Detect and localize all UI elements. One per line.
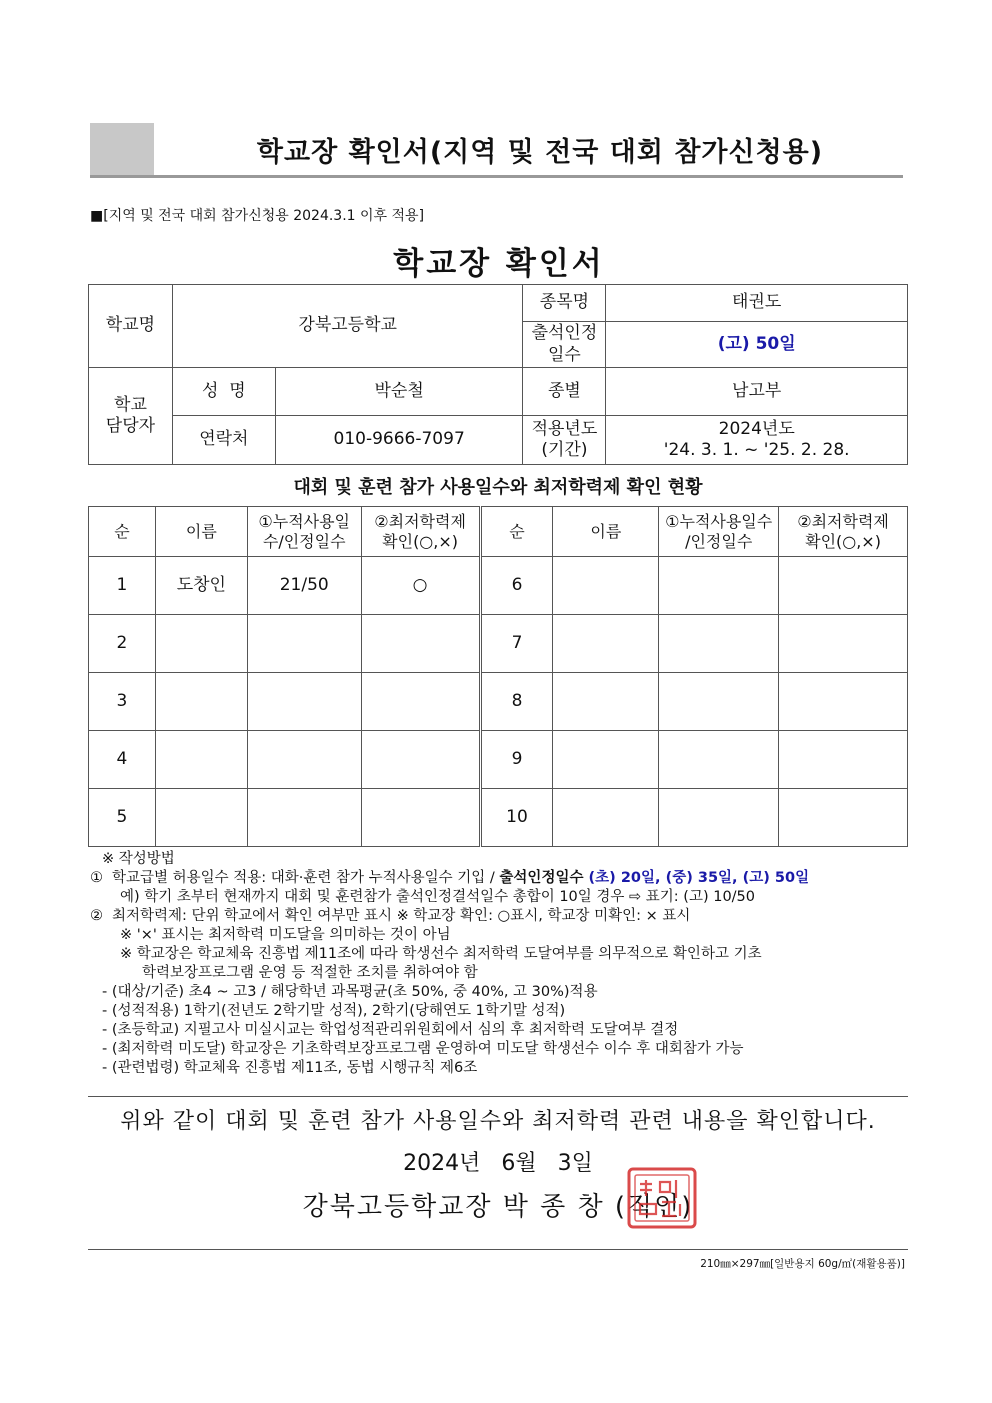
min-achievement-check	[361, 673, 480, 731]
row-number: 8	[480, 673, 553, 731]
bullet-law: - (관련법령) 학교체육 진흥법 제11조, 동법 시행규칙 제6조	[102, 1060, 478, 1076]
student-name	[155, 673, 247, 731]
notes-divider	[88, 1096, 908, 1097]
manager-name-value: 박순철	[275, 368, 523, 416]
used-days	[247, 615, 361, 673]
used-days	[659, 557, 779, 615]
instruction-2	[90, 907, 910, 926]
participation-roster-table	[88, 506, 908, 847]
instruction-1-days-values: (초) 20일, (중) 35일, (고) 50일	[588, 870, 810, 886]
instructions-heading: ※ 작성방법	[102, 851, 175, 867]
col-header-name-left: 이름	[155, 507, 247, 557]
paper-spec-footer: 210㎜×297㎜[일반용지 60g/㎡(재활용품)]	[700, 1258, 905, 1270]
col-header-check-left: ②최저학력제 확인(○,×)	[361, 507, 480, 557]
document-title: 학교장 확인서	[393, 246, 605, 282]
row-number: 6	[480, 557, 553, 615]
year-label: 적용년도 (기간)	[523, 416, 606, 465]
header-divider	[90, 175, 903, 178]
student-name	[553, 731, 659, 789]
table-row	[89, 731, 908, 789]
min-achievement-check	[779, 673, 908, 731]
period-value: '24. 3. 1. ~ '25. 2. 28.	[663, 440, 850, 460]
instruction-1-number: ①	[90, 870, 103, 886]
instruction-1-days-label: 출석인정일수	[499, 870, 589, 886]
used-days	[247, 789, 361, 847]
min-achievement-check	[361, 731, 480, 789]
row-number: 5	[89, 789, 156, 847]
used-days	[659, 731, 779, 789]
sport-label: 종목명	[523, 285, 606, 322]
col-header-no-right: 순	[480, 507, 553, 557]
sport-value: 태권도	[606, 285, 908, 322]
min-achievement-check: ○	[361, 557, 480, 615]
division-value: 남고부	[606, 368, 908, 416]
year-value: 2024년도	[718, 418, 795, 439]
col-header-used-right: ①누적사용일수 /인정일수	[659, 507, 779, 557]
bullet-elementary: - (초등학교) 지필고사 미실시교는 학업성적관리위원회에서 심의 후 최저학력 도달여부 결정	[102, 1022, 679, 1038]
table-row	[89, 789, 908, 847]
used-days	[659, 673, 779, 731]
min-achievement-check	[779, 615, 908, 673]
used-days	[659, 789, 779, 847]
table-row	[89, 673, 908, 731]
instruction-1	[90, 869, 910, 888]
instruction-2-note-b: ※ 학교장은 학교체육 진흥법 제11조에 따라 학생선수 최저학력 도달여부를 의무적으로 확인하고 기초	[120, 946, 762, 962]
table-row	[89, 615, 908, 673]
contact-label: 연락처	[172, 416, 275, 465]
application-notice: ■[지역 및 전국 대회 참가신청용 2024.3.1 이후 적용]	[90, 208, 425, 224]
row-number: 10	[480, 789, 553, 847]
min-achievement-check	[779, 731, 908, 789]
student-name	[155, 789, 247, 847]
principal-signature: 강북고등학교장 박 종 창 (직인)	[302, 1192, 694, 1222]
manager-name-label: 성 명	[172, 368, 275, 416]
school-name-label: 학교명	[89, 285, 173, 368]
year-cell	[606, 416, 908, 465]
min-achievement-check	[779, 789, 908, 847]
confirmation-statement: 위와 같이 대회 및 훈련 참가 사용일수와 최저학력 관련 내용을 확인합니다.	[120, 1109, 876, 1134]
student-name: 도창인	[155, 557, 247, 615]
student-name	[155, 731, 247, 789]
row-number: 9	[480, 731, 553, 789]
form-header-title: 학교장 확인서(지역 및 전국 대회 참가신청용)	[256, 137, 824, 168]
instruction-1-example: 예) 학기 초부터 현재까지 대회 및 훈련참가 출석인정결석일수 총합이 10일 경우 ⇨ 표기: (고) 10/50	[120, 889, 756, 905]
student-name	[553, 557, 659, 615]
col-header-check-right: ②최저학력제 확인(○,×)	[779, 507, 908, 557]
min-achievement-check	[779, 557, 908, 615]
student-name	[553, 789, 659, 847]
used-days	[659, 615, 779, 673]
division-label: 종별	[523, 368, 606, 416]
instruction-2-note-b-cont: 학력보장프로그램 운영 등 적절한 조치를 취하여야 함	[142, 965, 478, 981]
school-info-table	[88, 284, 908, 465]
student-name	[553, 615, 659, 673]
official-seal-stamp	[626, 1166, 698, 1230]
instruction-2-note-a: ※ '×' 표시는 최저학력 미도달을 의미하는 것이 아님	[120, 927, 451, 943]
footer-divider	[88, 1249, 908, 1250]
student-name	[553, 673, 659, 731]
used-days	[247, 673, 361, 731]
instructions-section	[90, 850, 910, 1078]
contact-value: 010-9666-7097	[275, 416, 523, 465]
instruction-2-number: ②	[90, 908, 103, 924]
col-header-used-left: ①누적사용일 수/인정일수	[247, 507, 361, 557]
table-row	[89, 557, 908, 615]
used-days: 21/50	[247, 557, 361, 615]
bullet-grades: - (성적적용) 1학기(전년도 2학기말 성적), 2학기(당해연도 1학기말 성적)	[102, 1003, 566, 1019]
instruction-2-text: 최저학력제: 단위 학교에서 확인 여부만 표시 ※ 학교장 확인: ○표시, 학교장 미확인: × 표시	[112, 908, 691, 924]
signature-date: 2024년 6월 3일	[403, 1151, 593, 1176]
row-number: 4	[89, 731, 156, 789]
attendance-days-label: 출석인정 일수	[523, 322, 606, 368]
attendance-days-value: (고) 50일	[606, 322, 908, 368]
manager-label: 학교 담당자	[89, 368, 173, 465]
status-subheading: 대회 및 훈련 참가 사용일수와 최저학력제 확인 현황	[293, 477, 703, 498]
min-achievement-check	[361, 615, 480, 673]
instruction-1-text: 학교급별 허용일수 적용: 대화·훈련 참가 누적사용일수 기입 /	[112, 870, 500, 886]
row-number: 1	[89, 557, 156, 615]
row-number: 7	[480, 615, 553, 673]
min-achievement-check	[361, 789, 480, 847]
row-number: 2	[89, 615, 156, 673]
student-name	[155, 615, 247, 673]
header-gray-block	[90, 123, 154, 175]
bullet-not-met: - (최저학력 미도달) 학교장은 기초학력보장프로그램 운영하여 미도달 학생선수 이수 후 대회참가 가능	[102, 1041, 744, 1057]
col-header-no-left: 순	[89, 507, 156, 557]
col-header-name-right: 이름	[553, 507, 659, 557]
row-number: 3	[89, 673, 156, 731]
school-name-value: 강북고등학교	[172, 285, 523, 368]
used-days	[247, 731, 361, 789]
bullet-target: - (대상/기준) 초4 ~ 고3 / 해당학년 과목평균(초 50%, 중 40%, 고 30%)적용	[102, 984, 598, 1000]
